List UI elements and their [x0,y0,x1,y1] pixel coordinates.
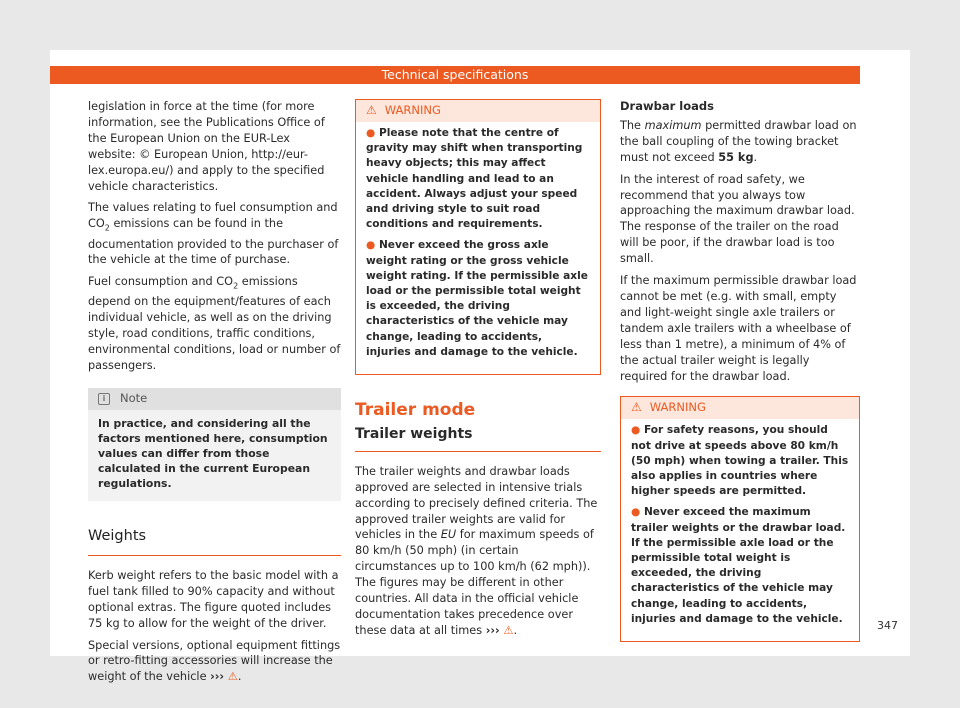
note-header [88,388,341,410]
warning-body [356,122,600,374]
section-title: Trailer mode [355,400,476,421]
paragraph: The values relating to fuel consumption and $CO_2$ emissions can be found in the documentation provided to the purchaser of the vehicle at the time of purchase. [88,201,339,267]
page-number: 347 [877,619,898,632]
warning-ref-icon[interactable]: ⚠ [503,623,514,637]
column-right [620,99,860,642]
warning-body [621,419,859,641]
paragraph: legislation in force at the time (for more information, see the Publications Office of the European Union on the EUR-Lex website: © European Union, http://eur-lex.europa.eu/) and apply to the specified vehicle characteristics. [88,100,325,193]
warning-item: ● For safety reasons, you should not drive at speeds above 80 km/h (50 mph) when towing a trailer. This also applies in countries where higher speeds are permitted. [631,424,849,498]
warning-item: ● Never exceed the maximum trailer weights or the drawbar load. If the permissible axle load or the permissible total weight is exceeded, the driving characteristics of the vehicle may change, leading to accidents, injuries and damage to the vehicle. [631,506,846,625]
column-left [88,99,341,691]
warning-title: WARNING [649,400,706,415]
warning-box [355,99,601,375]
warning-item: ● Never exceed the gross axle weight rating or the gross vehicle weight rating. If the permissible axle load or the permissible total weight is exceeded, the driving characteristics of the vehicle may change, leading to accidents, injuries and damage to the vehicle. [366,239,588,358]
paragraph: The maximum permitted drawbar load on the ball coupling of the towing bracket must not exceed 55 kg. [620,118,857,164]
column-middle [355,99,601,645]
paragraph: Kerb weight refers to the basic model with a fuel tank filled to 90% capacity and without optional extras. The figure quoted includes 75 kg to allow for the weight of the driver. [88,568,339,630]
paragraph: The trailer weights and drawbar loads approved are selected in intensive trials according to precisely defined criteria. The approved trailer weights are valid for vehicles in the EU for maximum speeds of 80 km/h (50 mph) (in certain circumstances up to 100 km/h (62 mph)). The figures may be different in other countries. All data in the official vehicle documentation takes precedence over these data at all times ››› ⚠. [355,464,598,637]
warning-box [620,396,860,642]
reference-arrows: ››› [210,670,225,684]
note-box [88,388,341,501]
note-title: Note [120,391,148,406]
reference-arrows: ››› [485,623,500,637]
warning-ref-icon[interactable]: ⚠ [227,670,238,684]
paragraph: If the maximum permissible drawbar load cannot be met (e.g. with small, empty and light-weight single axle trailers or tandem axle trailers with a wheelbase of less than 1 metre), a minimum of 4% of the actual trailer weight is legally required for the drawbar load. [620,274,857,383]
warning-icon: ⚠ [631,400,642,415]
paragraph: Special versions, optional equipment fittings or retro-fitting accessories will increase the weight of the vehicle ››› ⚠. [88,638,341,684]
warning-icon: ⚠ [366,103,377,118]
warning-item: ● Please note that the centre of gravity may shift when transporting heavy objects; this may affect vehicle handling and lead to an accident. Always adjust your speed and driving style to suit road conditions and requirements. [366,127,583,231]
note-body: In practice, and considering all the factors mentioned here, consumption values can differ from those calculated in the current European regulations. [98,417,328,490]
subsection-title: Trailer weights [355,427,601,452]
paragraph: In the interest of road safety, we recommend that you always tow approaching the maximum drawbar load. The response of the trailer on the road will be poor, if the drawbar load is too small. [620,172,855,266]
page-header: Technical specifications [50,66,860,84]
warning-header [356,100,600,122]
drawbar-heading: Drawbar loads [620,99,714,113]
weights-heading: Weights [88,529,341,556]
warning-header [621,397,859,419]
paragraph: Fuel consumption and $CO_2$ emissions depend on the equipment/features of each individual vehicle, as well as on the driving style, road conditions, traffic conditions, environmental conditions, load or number of passengers. [88,275,341,373]
info-icon: i [98,393,110,405]
warning-title: WARNING [384,103,441,118]
